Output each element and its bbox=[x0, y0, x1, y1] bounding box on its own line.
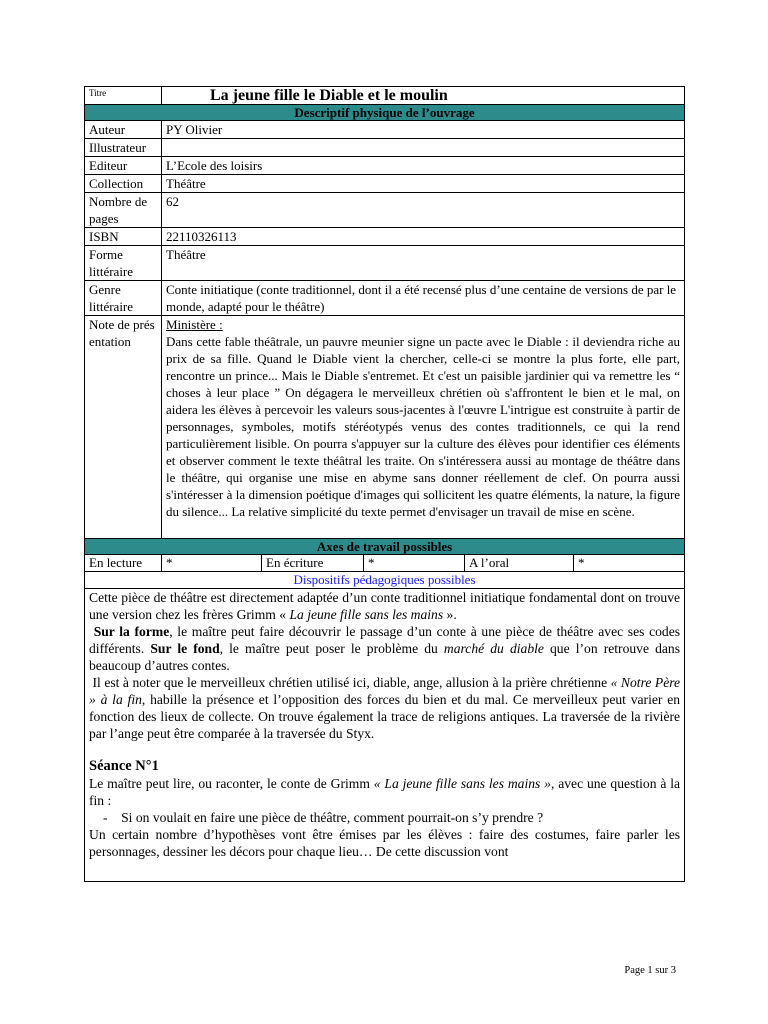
field-label: Genre littéraire bbox=[85, 281, 162, 316]
section-title-physical: Descriptif physique de l’ouvrage bbox=[85, 105, 685, 121]
paragraph-seance-1: Le maître peut lire, ou raconter, le conte de Grimm « La jeune fille sans les mains », avec une question à la fin : bbox=[89, 776, 681, 808]
note-text: Dans cette fable théâtrale, un pauvre meunier signe un pacte avec le Diable : il deviendra riche au prix de sa fille. Quand le Diable vient la chercher, celle-ci se montre la plus forte, elle part, rencontre un prince... Mais le Diable s'entremet. Et c'est un paisible jardinier qui va remettre les “ choses à leur place ” On dégagera le merveilleux chrétien où s'affrontent le bien et le mal, on aidera les élèves à percevoir les valeurs sous-jacentes à l'œuvre L'intrigue est construite à partir de personnages, symboles, motifs stéréotypés venus des contes traditionnels, ce qui la rend particulièrement lisible. On pourra s'appuyer sur la culture des élèves pour identifier ces éléments et observer comment le texte théâtral les traite. On s'intéressera aussi au montage de théâtre dans le théâtre, qui organise une mise en abyme sans donner réellement de clef. On pourra aussi s'intéresser à la dimension poétique d'images qui sollicitent les quatre éléments, la nature, la figure du silence... La relative simplicité du texte permet d'envisager un travail de mise en scène. bbox=[166, 334, 681, 519]
field-label: Illustrateur bbox=[85, 139, 162, 157]
dispositifs-row bbox=[85, 589, 685, 882]
field-row-collection bbox=[85, 175, 685, 193]
title-label: Titre bbox=[85, 87, 162, 105]
field-value bbox=[162, 139, 685, 157]
field-label: Collection bbox=[85, 175, 162, 193]
field-label: Forme littéraire bbox=[85, 246, 162, 281]
paragraph-merveilleux: Il est à noter que le merveilleux chrétien utilisé ici, diable, ange, allusion à la prière chrétienne « Notre Père » à la fin, habille la présence et l’opposition des forces du bien et du mal. Ce merveilleux peut varier en fonction des lieux de collecte. On trouve également la trace de religions antiques. La traversée de la rivière par l’ange peut être comparée à la traversée du Styx. bbox=[89, 675, 681, 741]
field-value: PY Olivier bbox=[162, 121, 685, 139]
document-page bbox=[84, 86, 684, 882]
dispositifs-body bbox=[85, 589, 685, 882]
section-title-axes: Axes de travail possibles bbox=[85, 539, 685, 555]
field-value: Théâtre bbox=[162, 175, 685, 193]
paragraph-intro: Cette pièce de théâtre est directement adaptée d’un conte traditionnel initiatique fondamental dont on trouve une version chez les frères Grimm « La jeune fille sans les mains ». bbox=[89, 590, 681, 622]
field-value: 22110326113 bbox=[162, 228, 685, 246]
paragraph-form-content: Sur la forme, le maître peut faire découvrir le passage d’un conte à une pièce de théâtre avec ses codes différents. Sur le fond, le maître peut poser le problème du marché du diable que l’on retrouve dans beaucoup d’autres contes. bbox=[89, 624, 681, 673]
book-sheet-table bbox=[84, 86, 685, 882]
section-header-dispositifs bbox=[85, 572, 685, 589]
axis-label-oral: A l’oral bbox=[465, 555, 574, 572]
field-row-publisher bbox=[85, 157, 685, 175]
field-value: L’Ecole des loisirs bbox=[162, 157, 685, 175]
paragraph-hypotheses: Un certain nombre d’hypothèses vont être émises par les élèves : faire des costumes, faire parler les personnages, dessiner les décors pour chaque lieu… De cette discussion vont bbox=[89, 827, 681, 859]
note-cell bbox=[162, 316, 685, 539]
field-value: Conte initiatique (conte traditionnel, dont il a été recensé plus d’une centaine de versions de par le monde, adapté pour le théâtre) bbox=[162, 281, 685, 316]
field-label: Nombre de pages bbox=[85, 193, 162, 228]
field-row-note bbox=[85, 316, 685, 539]
section-title-dispositifs: Dispositifs pédagogiques possibles bbox=[85, 572, 685, 589]
axis-label-writing: En écriture bbox=[262, 555, 364, 572]
seance-question: - Si on voulait en faire une pièce de théâtre, comment pourrait-on s’y prendre ? bbox=[103, 810, 544, 825]
field-row-author bbox=[85, 121, 685, 139]
field-label: Editeur bbox=[85, 157, 162, 175]
page-footer: Page 1 sur 3 bbox=[624, 965, 676, 976]
field-row-form bbox=[85, 246, 685, 281]
axis-value-reading: * bbox=[162, 555, 262, 572]
book-title: La jeune fille le Diable et le moulin bbox=[162, 87, 685, 105]
field-row-isbn bbox=[85, 228, 685, 246]
field-label: Auteur bbox=[85, 121, 162, 139]
section-header-axes bbox=[85, 539, 685, 555]
seance-title: Séance N°1 bbox=[89, 758, 159, 774]
note-source: Ministère : bbox=[166, 317, 223, 332]
field-value: 62 bbox=[162, 193, 685, 228]
note-label: Note de présentation bbox=[85, 316, 162, 539]
field-label: ISBN bbox=[85, 228, 162, 246]
axis-label-reading: En lecture bbox=[85, 555, 162, 572]
field-row-illustrator bbox=[85, 139, 685, 157]
axes-row bbox=[85, 555, 685, 572]
field-row-genre bbox=[85, 281, 685, 316]
field-row-pages bbox=[85, 193, 685, 228]
section-header-physical bbox=[85, 105, 685, 121]
axis-value-oral: * bbox=[574, 555, 685, 572]
axis-value-writing: * bbox=[364, 555, 465, 572]
field-value: Théâtre bbox=[162, 246, 685, 281]
title-row bbox=[85, 87, 685, 105]
